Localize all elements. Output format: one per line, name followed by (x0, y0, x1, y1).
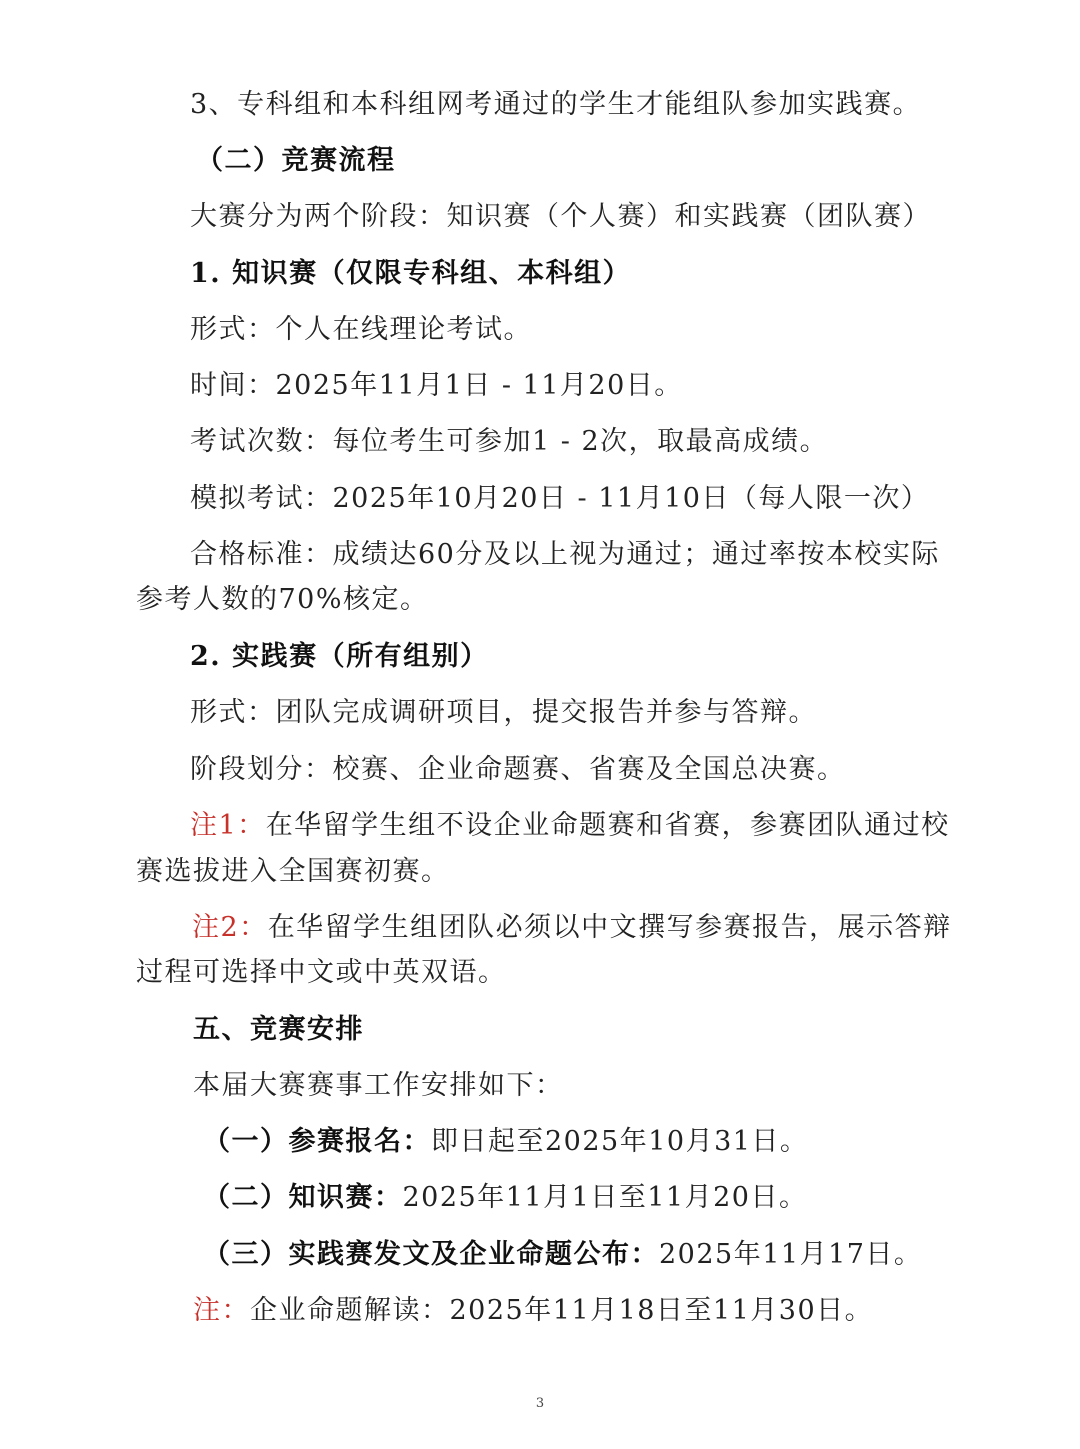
knowledge-time: 时间：2025年11月1日 - 11月20日。 (190, 370, 683, 401)
practice-note-2 (192, 908, 952, 948)
arrangement-item-registration (203, 1122, 808, 1162)
page-number: 3 (535, 1396, 545, 1411)
registration-label: （一）参赛报名： (203, 1126, 431, 1157)
note-1-label: 注1： (190, 810, 266, 841)
arrangement-item-knowledge (203, 1178, 807, 1218)
knowledge-attempts: 考试次数：每位考生可参加1 - 2次，取最高成绩。 (190, 426, 829, 457)
arrangement-note (193, 1291, 873, 1331)
practice-note-1-cont: 赛选拔进入全国赛初赛。 (136, 856, 450, 887)
knowledge-format: 形式：个人在线理论考试。 (190, 314, 532, 345)
stages-intro: 大赛分为两个阶段：知识赛（个人赛）和实践赛（团队赛） (190, 201, 931, 232)
note-1-text: 在华留学生组不设企业命题赛和省赛，参赛团队通过校 (265, 810, 950, 841)
arrangement-item-practice (203, 1235, 922, 1275)
note-2-text: 在华留学生组团队必须以中文撰写参赛报告，展示答辩 (267, 912, 952, 943)
registration-value: 即日起至2025年10月31日。 (431, 1126, 809, 1157)
knowledge-pass-standard: 合格标准：成绩达60分及以上视为通过；通过率按本校实际 (190, 539, 940, 570)
arrangement-heading: 五、竞赛安排 (193, 1014, 364, 1045)
knowledge-mock: 模拟考试：2025年10月20日 - 11月10日（每人限一次） (190, 483, 930, 514)
practice-stages: 阶段划分：校赛、企业命题赛、省赛及全国总决赛。 (190, 754, 846, 785)
practice-release-value: 2025年11月17日。 (659, 1239, 923, 1270)
knowledge-label: （二）知识赛： (203, 1182, 403, 1213)
practice-note-1 (190, 806, 950, 846)
practice-heading: 2. 实践赛（所有组别） (190, 641, 489, 672)
section-heading-process: （二）竞赛流程 (196, 145, 396, 176)
note-2-label: 注2： (192, 912, 268, 943)
arrangement-note-label: 注： (193, 1295, 250, 1326)
practice-release-label: （三）实践赛发文及企业命题公布： (203, 1239, 659, 1270)
practice-format: 形式：团队完成调研项目，提交报告并参与答辩。 (190, 697, 817, 728)
arrangement-intro: 本届大赛赛事工作安排如下： (193, 1070, 564, 1101)
rule-item-3: 3、专科组和本科组网考通过的学生才能组队参加实践赛。 (190, 89, 922, 120)
knowledge-value: 2025年11月1日至11月20日。 (402, 1182, 808, 1213)
practice-note-2-cont: 过程可选择中文或中英双语。 (136, 957, 507, 988)
knowledge-pass-standard-cont: 参考人数的70%核定。 (136, 584, 429, 615)
arrangement-note-text: 企业命题解读：2025年11月18日至11月30日。 (250, 1295, 874, 1326)
knowledge-heading: 1. 知识赛（仅限专科组、本科组） (190, 258, 632, 289)
